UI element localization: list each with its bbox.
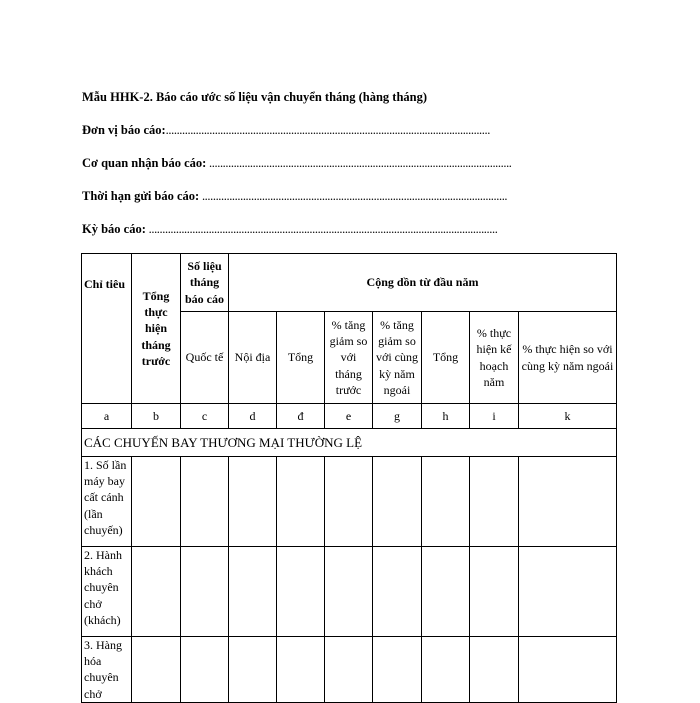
field-deadline [82, 189, 507, 204]
column-index: đ [277, 404, 325, 429]
table-cell [132, 637, 181, 703]
header-tong-thuc-hien: Tổng thực hiện tháng trước [132, 254, 181, 404]
field-reporting-unit [82, 123, 490, 138]
fill-in-dots: ................................................................................................................ [199, 189, 508, 203]
field-label: Thời hạn gửi báo cáo: [82, 189, 200, 203]
fill-in-dots: ....................................................................................................................... [165, 123, 490, 137]
header-row-1 [82, 254, 617, 312]
table-cell [181, 637, 229, 703]
table-cell [422, 637, 470, 703]
column-index: a [82, 404, 132, 429]
header-quoc-te: Quốc tế [181, 312, 229, 404]
table-row [82, 547, 617, 637]
field-label: Đơn vị báo cáo: [82, 123, 166, 137]
table-cell [325, 547, 373, 637]
header-noi-dia: Nội địa [229, 312, 277, 404]
column-index-row [82, 404, 617, 429]
table-cell [277, 547, 325, 637]
report-table [81, 253, 617, 703]
column-index: b [132, 404, 181, 429]
column-index: c [181, 404, 229, 429]
header-pct-thuc-hien-cung-ky: % thực hiện so với cùng kỳ năm ngoái [519, 312, 617, 404]
table-cell [325, 457, 373, 547]
table-cell [422, 457, 470, 547]
field-label: Cơ quan nhận báo cáo: [82, 156, 207, 170]
table-row [82, 637, 617, 703]
table-cell [229, 457, 277, 547]
table-cell [519, 637, 617, 703]
header-tong-2: Tổng [422, 312, 470, 404]
table-cell [373, 547, 422, 637]
field-reporting-period [82, 222, 497, 237]
table-cell [422, 547, 470, 637]
table-cell [277, 457, 325, 547]
column-index: e [325, 404, 373, 429]
fill-in-dots: ............................................................................................................... [206, 156, 512, 170]
report-table-wrapper [81, 253, 617, 703]
section-row [82, 429, 617, 457]
table-cell [470, 637, 519, 703]
table-row [82, 457, 617, 547]
table-cell [132, 547, 181, 637]
field-label: Kỳ báo cáo: [82, 222, 146, 236]
row-label: 3. Hàng hóa chuyên chở [82, 637, 132, 703]
table-cell [470, 457, 519, 547]
header-cong-don: Cộng dồn từ đầu năm [229, 254, 617, 312]
table-cell [229, 637, 277, 703]
table-cell [181, 457, 229, 547]
header-so-lieu-thang-bao-cao: Số liệu tháng báo cáo [181, 254, 229, 312]
table-cell [181, 547, 229, 637]
table-cell [373, 457, 422, 547]
fill-in-dots: ................................................................................................................................ [145, 222, 498, 236]
row-label: 2. Hành khách chuyên chở (khách) [82, 547, 132, 637]
table-cell [519, 457, 617, 547]
header-pct-thang-truoc: % tăng giảm so với tháng trước [325, 312, 373, 404]
column-index: k [519, 404, 617, 429]
table-cell [229, 547, 277, 637]
table-cell [519, 547, 617, 637]
column-index: i [470, 404, 519, 429]
table-cell [470, 547, 519, 637]
header-tong-1: Tổng [277, 312, 325, 404]
table-cell [373, 637, 422, 703]
field-receiving-agency [82, 156, 512, 171]
row-label: 1. Số lần máy bay cất cánh (lần chuyến) [82, 457, 132, 547]
column-index: h [422, 404, 470, 429]
table-cell [132, 457, 181, 547]
section-title: CÁC CHUYẾN BAY THƯƠNG MẠI THƯỜNG LỆ [82, 429, 617, 457]
column-index: d [229, 404, 277, 429]
table-cell [277, 637, 325, 703]
column-index: g [373, 404, 422, 429]
table-cell [325, 637, 373, 703]
header-chi-tieu: Chỉ tiêu [82, 254, 132, 404]
header-pct-ke-hoach: % thực hiện kế hoạch năm [470, 312, 519, 404]
header-pct-cung-ky: % tăng giảm so với cùng kỳ năm ngoái [373, 312, 422, 404]
form-title: Mẫu HHK-2. Báo cáo ước số liệu vận chuyển tháng (hàng tháng) [82, 90, 428, 104]
